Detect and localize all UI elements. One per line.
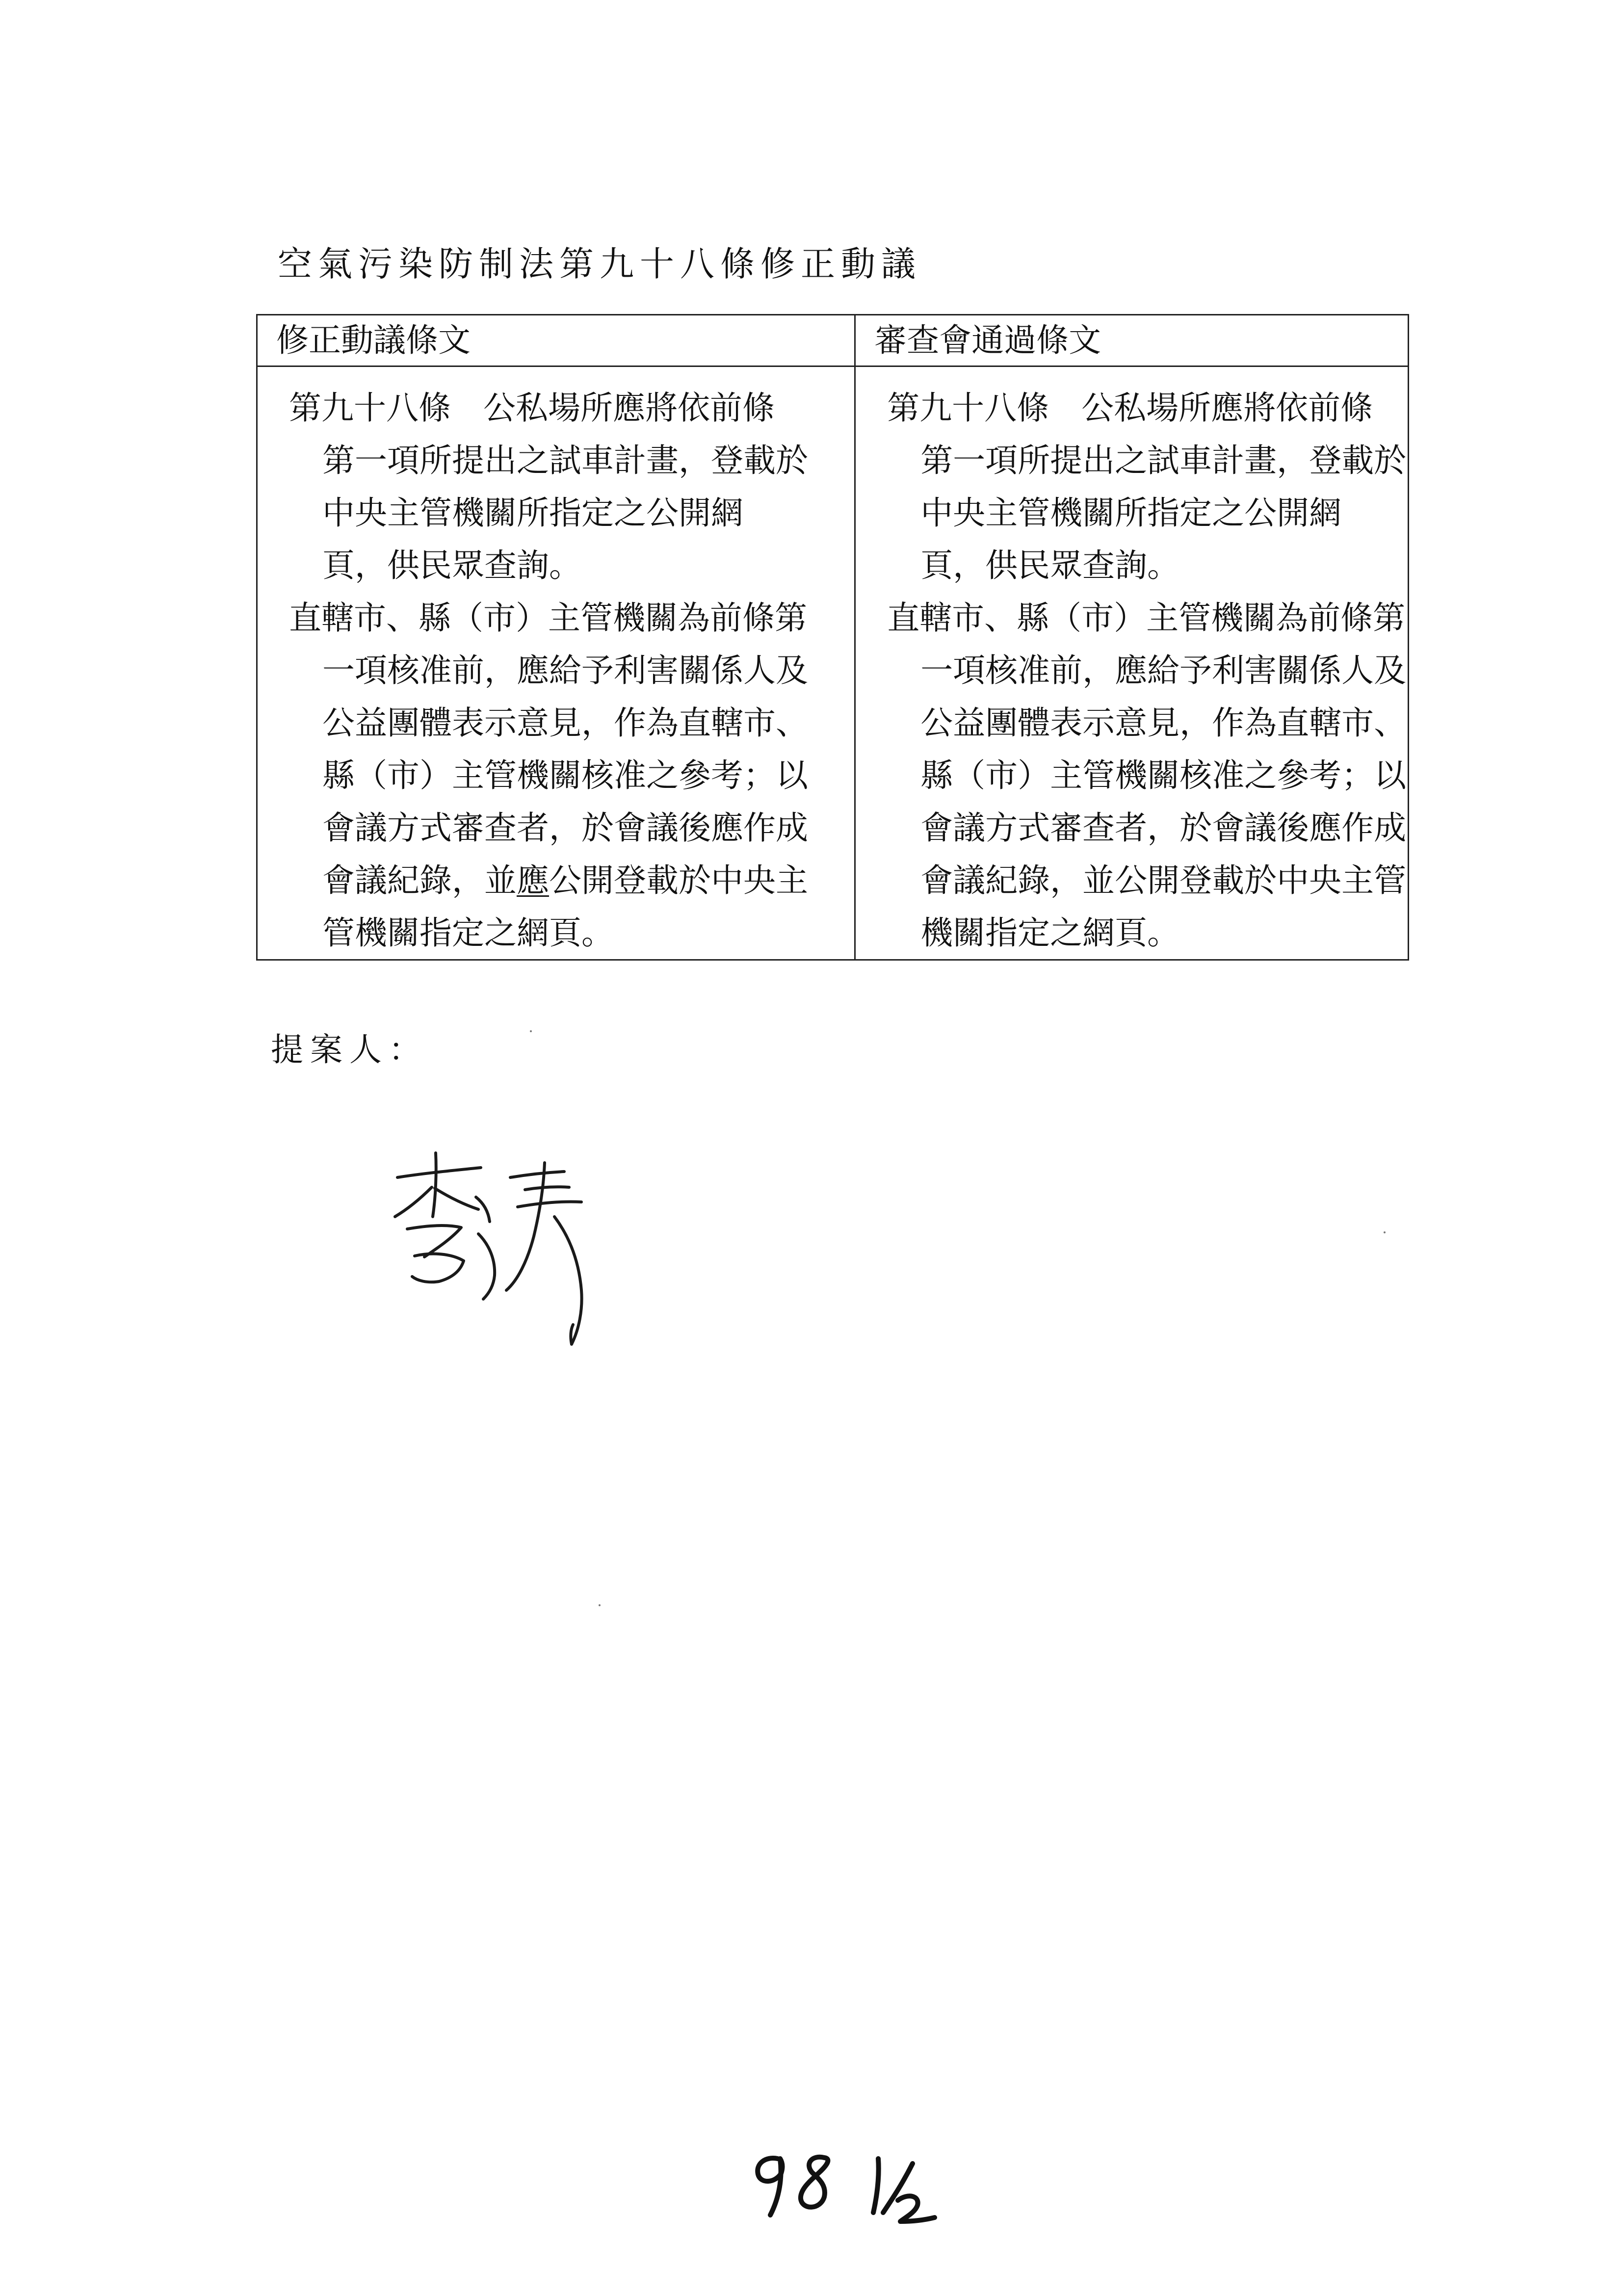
document-title: 空氣污染防制法第九十八條修正動議 [278, 244, 921, 284]
text-line: 第九十八條 公私場所應將依前條 [289, 389, 775, 427]
amended-text-line [289, 854, 844, 907]
header-committee-text: 審查會通過條文 [855, 315, 1409, 366]
handwritten-signature [378, 1143, 633, 1359]
text-line: 第一項所提出之試車計畫，登載於 [322, 442, 808, 479]
text-line: 縣（市）主管機關核准之參考；以 [920, 757, 1407, 794]
text-line: 中央主管機關所指定之公開網 [322, 494, 743, 532]
committee-paragraph-2 [887, 592, 1407, 959]
text-line: 會議紀錄，並公開登載於中央主管 [920, 861, 1407, 899]
text-line: 第九十八條 公私場所應將依前條 [887, 389, 1373, 427]
text-line: 直轄市、縣（市）主管機關為前條第 [887, 599, 1406, 637]
amendment-comparison-table [256, 314, 1409, 961]
text-line: 直轄市、縣（市）主管機關為前條第 [289, 599, 807, 637]
text-line: 會議方式審查者，於會議後應作成 [920, 809, 1407, 847]
table-row [257, 366, 1409, 960]
scan-speck [530, 1030, 532, 1032]
committee-paragraph-1 [887, 382, 1407, 592]
text-line: 中央主管機關所指定之公開網 [920, 494, 1342, 532]
committee-text-cell [855, 366, 1409, 960]
text-line: 一項核准前，應給予利害關係人及 [920, 652, 1407, 689]
table-header-row [257, 315, 1409, 366]
header-amendment-text: 修正動議條文 [257, 315, 855, 366]
text-line: 頁，供民眾查詢。 [920, 547, 1180, 584]
amendment-paragraph-2 [289, 592, 844, 959]
amended-line-before: 會議紀錄，並 [322, 861, 517, 899]
text-line: 縣（市）主管機關核准之參考；以 [322, 757, 808, 794]
text-line: 公益團體表示意見，作為直轄市、 [322, 704, 808, 742]
text-line: 機關指定之網頁。 [920, 914, 1180, 952]
underlined-amendment: 應 [517, 861, 549, 899]
amendment-paragraph-1 [289, 382, 844, 592]
text-line: 公益團體表示意見，作為直轄市、 [920, 704, 1407, 742]
amended-line-after: 公開登載於中央主 [549, 861, 808, 899]
text-line: 第一項所提出之試車計畫，登載於 [920, 442, 1407, 479]
text-line: 一項核准前，應給予利害關係人及 [322, 652, 808, 689]
text-line: 管機關指定之網頁。 [322, 914, 614, 952]
amendment-text-cell [257, 366, 855, 960]
text-line: 會議方式審查者，於會議後應作成 [322, 809, 808, 847]
text-line: 頁，供民眾查詢。 [322, 547, 581, 584]
scan-speck [599, 1604, 601, 1606]
handwritten-page-mark [736, 2144, 952, 2227]
scan-speck [1384, 1231, 1386, 1233]
proposer-label: 提案人： [271, 1031, 428, 1069]
